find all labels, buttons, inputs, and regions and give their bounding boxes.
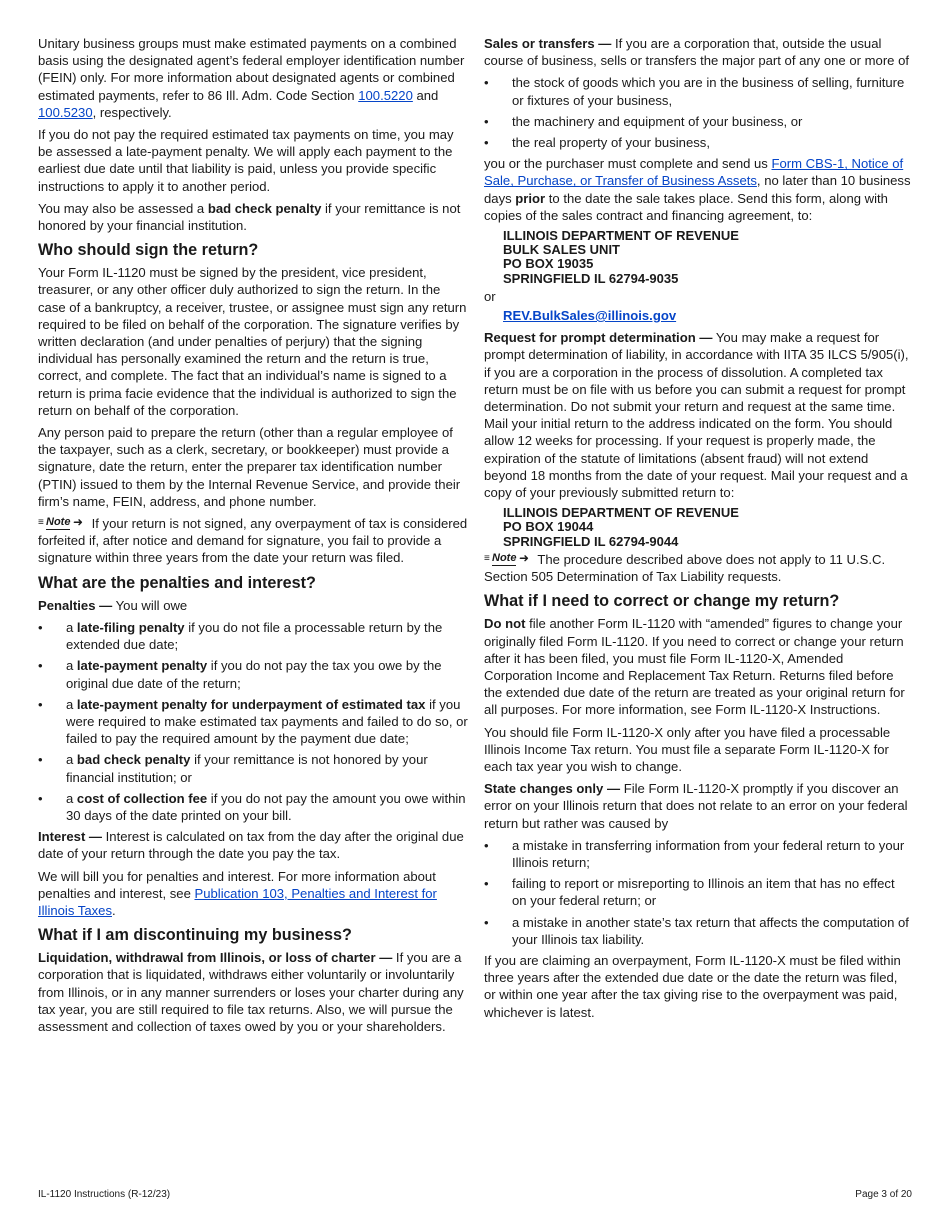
prompt-determination-paragraph: Request for prompt determination — You may make a request for prompt determination of liability, in accordance with IITA 35 ILCS 5/905(i), if you are a corporation in the process of dissolution. A completed tax return must be on file with us before you can submit a request for prompt determination. Do not submit your return and request at the same time. Mail your initial return to the address indicated on the form. You should allow 12 weeks for processing. If your request is properly made, the expiration of the statute of limitations (absent fraud) will not extend beyond 18 months from the date of your request. Mail your request and a copy of your previously submitted return to: bbox=[484, 330, 909, 501]
form-cbs-1-link[interactable]: Form CBS-1, Notice of Sale, Purchase, or Transfer of Business Assets bbox=[484, 156, 904, 189]
list-item: • a mistake in transferring information from your federal return to your Illinois return; bbox=[484, 837, 912, 871]
list-item: • the machinery and equipment of your business, or bbox=[484, 113, 912, 130]
sales-transfers-intro: Sales or transfers — If you are a corporation that, outside the usual course of business, sells or transfers the major part of any one or more of bbox=[484, 36, 910, 69]
penalties-heading: What are the penalties and interest? bbox=[38, 573, 316, 592]
footer-form-id: IL-1120 Instructions (R-12/23) bbox=[38, 1189, 171, 1200]
overpayment-paragraph: If you are claiming an overpayment, Form IL-1120-X must be filed within three years after the extended due date or the date the return was filed, or within one year after the tax giving rise to the overpayment was paid, whichever is latest. bbox=[484, 952, 901, 1020]
list-item: • a cost of collection fee if you do not pay the amount you owe within 30 days of the date printed on your bill. bbox=[38, 790, 468, 824]
amended-paragraph: Do not file another Form IL-1120 with “amended” figures to change your originally filed Form IL-1120. If you need to correct or change your return after it has been filed, you must file Form IL-1120-X, Amended Corporation Income and Replacement Tax Return. Returns filed before the extended due date of the return are treated as your original return for all purposes. For more information, see Form IL-1120-X Instructions. bbox=[484, 616, 905, 718]
interest-paragraph: Interest — Interest is calculated on tax from the day after the original due date of your return through the date you pay the tax. bbox=[38, 829, 464, 862]
bad-check-paragraph: You may also be assessed a bad check penalty if your remittance is not honored by your financial institution. bbox=[38, 200, 461, 234]
penalties-intro: Penalties — You will owe bbox=[38, 597, 188, 613]
section-505-note: ≡ Note ➜ The procedure described above does not apply to 11 U.S.C. Section 505 Determination of Tax Liability requests. bbox=[484, 550, 886, 585]
penalties-list bbox=[38, 619, 468, 824]
discontinuing-heading: What if I am discontinuing my business? bbox=[38, 926, 352, 945]
bulk-sales-email-link[interactable]: REV.BulkSales@illinois.gov bbox=[503, 308, 677, 324]
or-text: or bbox=[484, 288, 496, 304]
billing-paragraph: We will bill you for penalties and interest. For more information about penalties and interest, see Publication 103, Penalties and Interest for Illinois Taxes. bbox=[38, 868, 437, 918]
cbs-1-paragraph: you or the purchaser must complete and send us Form CBS-1, Notice of Sale, Purchase, or Transfer of Business Assets, no later than 10 business days prior to the date the sale takes place. Send this form, along with copies of the sales contract and financing agreement, to: bbox=[484, 156, 911, 223]
state-changes-paragraph: State changes only — File Form IL-1120-X promptly if you discover an error on your Illinois return that does not relate to an error on your federal return but rather was caused by bbox=[484, 781, 908, 831]
note-icon: ≡ Note ➜ bbox=[484, 550, 530, 565]
list-item: • the real property of your business, bbox=[484, 134, 912, 151]
bulk-sales-email-line bbox=[503, 307, 912, 324]
who-should-sign-heading: Who should sign the return? bbox=[38, 241, 259, 260]
list-item: • a mistake in another state’s tax return that affects the computation of your Illinois tax liability. bbox=[484, 914, 912, 948]
bulk-sales-address: ILLINOIS DEPARTMENT OF REVENUE BULK SALES UNIT PO BOX 19035 SPRINGFIELD IL 62794-9035 bbox=[503, 228, 739, 286]
list-item: • the stock of goods which you are in the business of selling, furniture or fixtures of your business, bbox=[484, 74, 912, 108]
preparer-paragraph: Any person paid to prepare the return (other than a regular employee of the taxpayer, such as a clerk, secretary, or bookkeeper) must provide a signature, date the return, enter the preparer tax identification number (PTIN) issued to them by the Internal Revenue Service, and provide their firm’s name, FEIN, address, and phone number. bbox=[38, 425, 461, 509]
list-item: • failing to report or misreporting to Illinois an item that has no effect on your federal return; or bbox=[484, 875, 912, 909]
list-item: • a late-filing penalty if you do not file a processable return by the extended due date; bbox=[38, 619, 468, 653]
sales-list bbox=[484, 74, 912, 151]
unsigned-return-note: ≡ Note ➜ If your return is not signed, any overpayment of tax is considered forfeited if, after notice and demand for signature, you fail to provide a signature within three years from the date your return was filed. bbox=[38, 515, 468, 566]
list-item: • a late-payment penalty for underpayment of estimated tax if you were required to make estimated tax payments and failed to do so, or failed to pay the required amount by the payment due date; bbox=[38, 696, 468, 748]
publication-103-link[interactable]: Publication 103, Penalties and Interest for Illinois Taxes bbox=[38, 885, 437, 918]
correct-return-heading: What if I need to correct or change my return? bbox=[484, 592, 840, 611]
footer-page-number: Page 3 of 20 bbox=[855, 1189, 912, 1200]
late-payment-paragraph: If you do not pay the required estimated tax payments on time, you may be assessed a late-payment penalty. We will apply each payment to the earliest due date until that liability is paid, unless you provide specific instructions to apply it to another period. bbox=[38, 127, 454, 194]
section-100-5230-link[interactable]: 100.5230 bbox=[38, 104, 93, 120]
left-column bbox=[38, 35, 468, 1040]
liquidation-paragraph: Liquidation, withdrawal from Illinois, or loss of charter — If you are a corporation that is liquidated, withdraws either voluntarily or involuntarily from Illinois, or in any manner surrenders or loses your charter during any tax year, you are still required to file tax returns. Also, we will pursue the assessment and collection of taxes owed by you or your shareholders. bbox=[38, 950, 464, 1034]
section-100-5220-link[interactable]: 100.5220 bbox=[358, 87, 413, 103]
signature-paragraph: Your Form IL-1120 must be signed by the president, vice president, treasurer, or any other officer duly authorized to sign the return. In the case of a bankruptcy, a receiver, trustee, or assignee must sign any return required to be filed on behalf of the corporation. The signature verifies by written declaration (and under penalties of perjury) that the signing individual has personally examined the return and the return is true, correct, and complete. The fact that an individual’s name is signed to a return is prima facie evidence that the individual is authorized to sign the return on behalf of the corporation. bbox=[38, 265, 467, 418]
prompt-determination-address: ILLINOIS DEPARTMENT OF REVENUE PO BOX 19044 SPRINGFIELD IL 62794-9044 bbox=[503, 505, 739, 549]
list-item: • a late-payment penalty if you do not pay the tax you owe by the original due date of the return; bbox=[38, 657, 468, 691]
right-column bbox=[484, 35, 912, 1026]
estimated-payments-paragraph: Unitary business groups must make estimated payments on a combined basis using the designated agent’s federal employer identification number (FEIN) only. For more information about designated agents or combined estimated payments, refer to 86 Ill. Adm. Code Section 100.5220 and 100.5230, respectively. bbox=[38, 36, 465, 120]
list-item: • a bad check penalty if your remittance is not honored by your financial institution; or bbox=[38, 751, 468, 785]
state-changes-list bbox=[484, 837, 912, 948]
il-1120-x-paragraph: You should file Form IL-1120-X only after you have filed a processable Illinois Income Tax return. You must file a separate Form IL-1120-X for each tax year you wish to change. bbox=[484, 724, 891, 774]
note-icon: ≡ Note ➜ bbox=[38, 515, 84, 530]
